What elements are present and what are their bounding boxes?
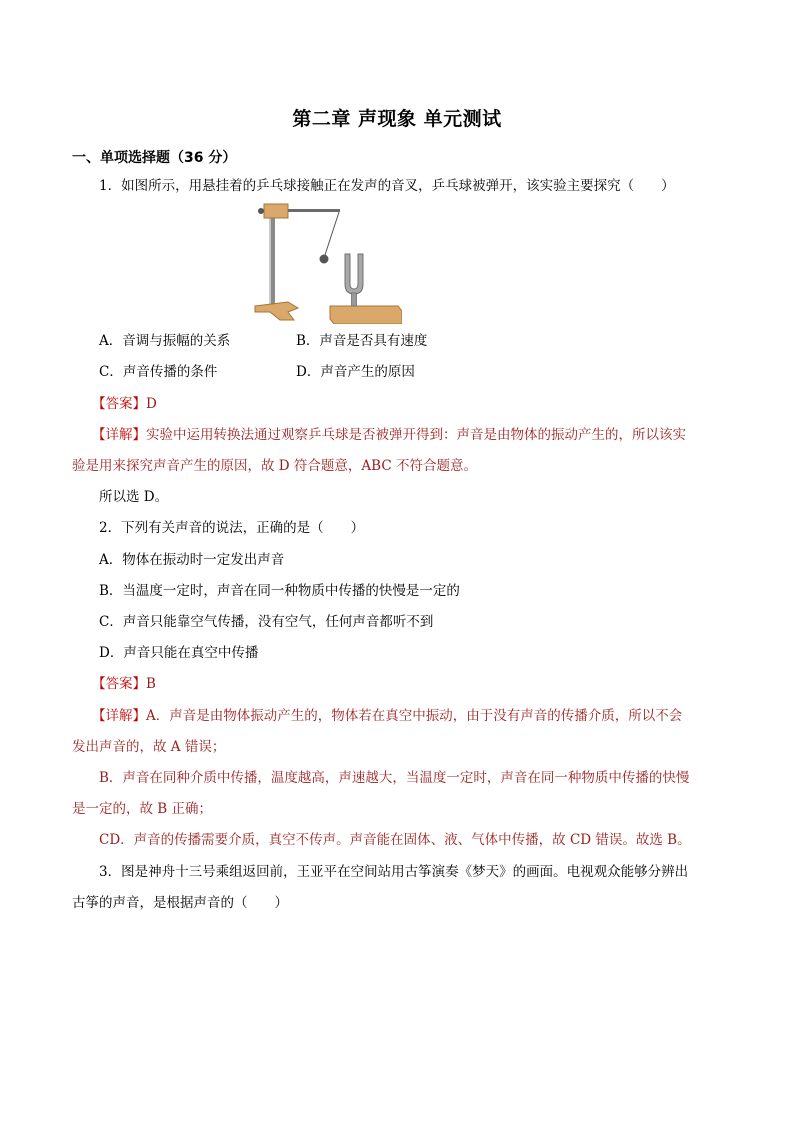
q2-answer [92,674,156,694]
q2-detail-line-3: B．声音在同种介质中传播，温度越高，声速越大，当温度一定时，声音在同一种物质中传播的快慢 [99,770,690,786]
answer-tag: 【答案】 [92,676,146,692]
q1-option-d: D．声音产生的原因 [296,364,415,380]
tuning-fork-figure [250,198,402,324]
q3-stem-line-1: 3．图是神舟十三号乘组返回前，王亚平在空间站用古筝演奏《梦天》的画面。电视观众能够分辨出 [99,864,689,880]
q3-stem-line-2: 古筝的声音，是根据声音的（ ） [72,895,288,911]
fork-base [330,306,402,324]
detail-tag: 【详解】 [92,427,146,443]
q2-detail-line-1 [92,706,682,726]
q2-detail-line-5: CD．声音的传播需要介质，真空不传声。声音能在固体、液、气体中传播，故 CD 错误。故选 B。 [99,832,691,848]
detail-text: A．声音是由物体振动产生的，物体若在真空中振动，由于没有声音的传播介质，所以不会 [146,708,683,724]
q1-option-b: B．声音是否具有速度 [296,333,428,349]
q2-stem: 2．下列有关声音的说法，正确的是（ ） [99,520,365,536]
ping-pong-ball [320,255,329,264]
q1-detail-line-2: 验是用来探究声音产生的原因，故 D 符合题意，ABC 不符合题意。 [72,458,477,474]
q2-detail-line-2: 发出声音的，故 A 错误； [72,739,226,755]
answer-value: B [146,676,156,692]
tuning-fork [345,254,363,294]
q1-option-c: C．声音传播的条件 [99,364,218,380]
q1-detail-line-1 [92,425,686,445]
stand-arm [288,209,340,212]
q2-option-c: C．声音只能靠空气传播，没有空气，任何声音都听不到 [99,614,434,630]
q1-stem: 1．如图所示，用悬挂着的乒乓球接触正在发声的音叉，乒乓球被弹开，该实验主要探究（ ） [99,178,675,194]
detail-text: 实验中运用转换法通过观察乒乓球是否被弹开得到：声音是由物体的振动产生的，所以该实 [146,427,686,443]
thread [324,212,339,258]
q2-option-a: A．物体在振动时一定发出声音 [99,552,285,568]
q2-option-b: B．当温度一定时，声音在同一种物质中传播的快慢是一定的 [99,583,460,599]
detail-tag: 【详解】 [92,708,146,724]
q1-option-a: A．音调与振幅的关系 [99,333,231,349]
q2-option-d: D．声音只能在真空中传播 [99,645,259,661]
q1-detail-line-3: 所以选 D。 [99,489,169,505]
page-title: 第二章 声现象 单元测试 [292,108,502,130]
stand-clamp [264,204,288,218]
q2-detail-line-4: 是一定的，故 B 正确； [72,801,213,817]
q1-answer [92,394,157,414]
answer-tag: 【答案】 [92,396,146,412]
answer-value: D [146,396,157,412]
stand-base [255,302,298,320]
section-heading: 一、单项选择题（36 分） [72,150,237,166]
